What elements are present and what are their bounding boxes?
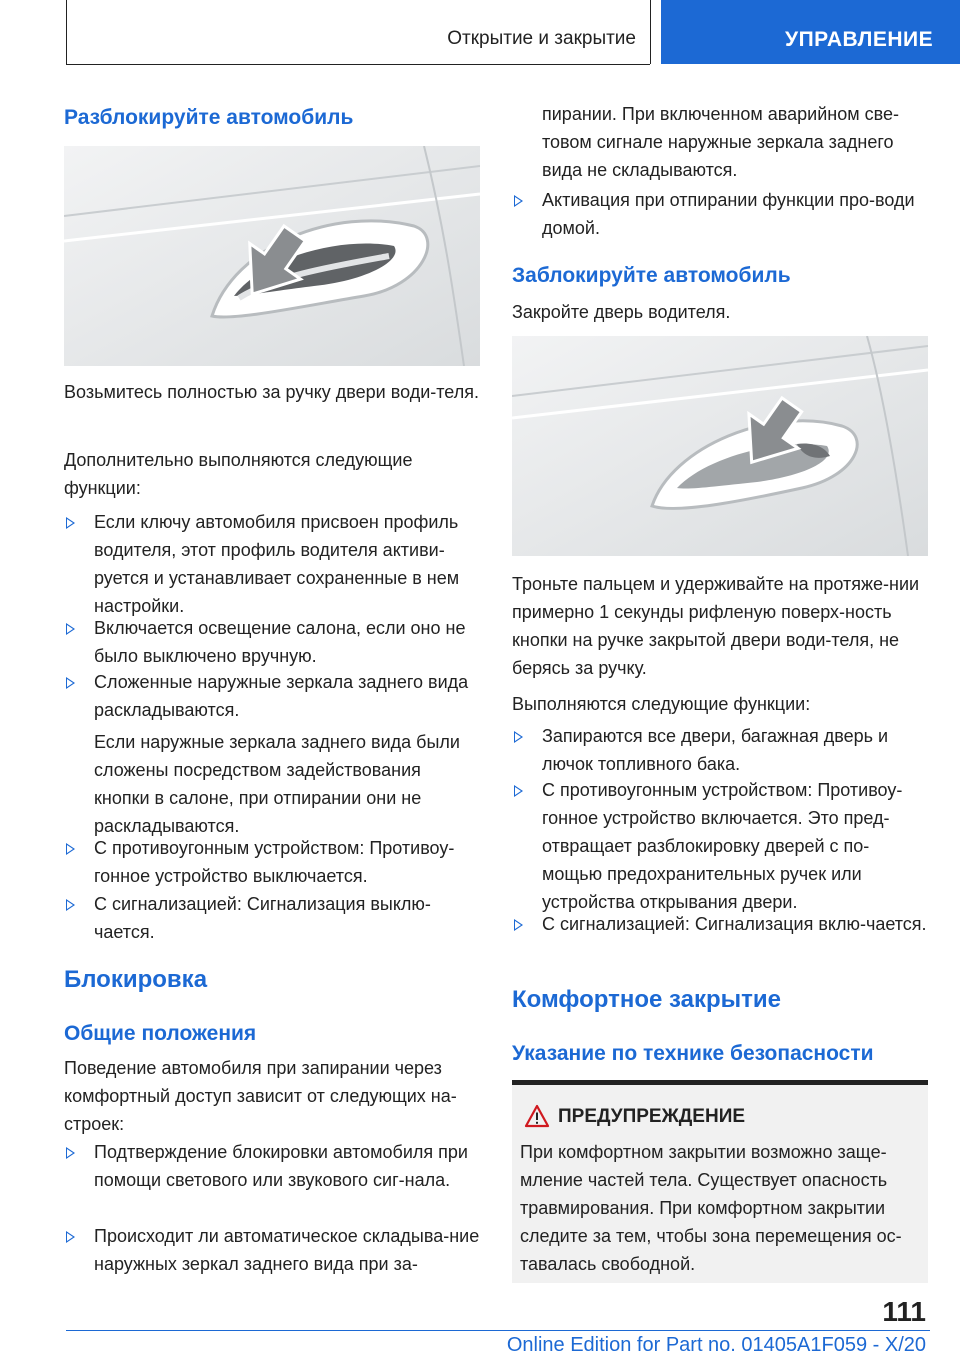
page-number: 111 xyxy=(882,1296,926,1327)
header-section-title: Открытие и закрытие xyxy=(447,28,636,49)
bullet-text: Подтверждение блокировки автомобиля при помощи светового или звукового сиг-нала. xyxy=(94,1142,468,1190)
bullet-arrow-icon xyxy=(66,517,75,529)
bullet-text: С противоугонным устройством: Противоу-гонное устройство выключается. xyxy=(94,838,455,886)
general-bullet-1 xyxy=(64,1138,480,1194)
general-heading: Общие положения xyxy=(64,1022,257,1045)
bullet-text: Происходит ли автоматическое складыва-ние наружных зеркал заднего вида при за- xyxy=(94,1226,480,1274)
bullet-text: С противоугонным устройством: Противоу-гонное устройство включается. Это пред-отвращает разблокировку дверей с по-мощью предохранительных ручек или устройства открывания двери. xyxy=(542,780,903,912)
warning-title: ПРЕДУПРЕЖДЕНИЕ xyxy=(558,1106,746,1127)
door-handle-unlock-image xyxy=(64,146,480,366)
bullet-arrow-icon xyxy=(514,919,523,931)
bullet-arrow-icon xyxy=(66,1147,75,1159)
bullet-arrow-icon xyxy=(66,1231,75,1243)
header-underline xyxy=(66,64,650,65)
bullet-text: Включается освещение салона, если оно не было выключено вручную. xyxy=(94,618,466,666)
header-right-rule xyxy=(650,0,651,64)
lock-car-paragraph-3: Выполняются следующие функции: xyxy=(512,694,811,714)
bullet-text: Активация при отпирании функции про-води домой. xyxy=(542,190,915,238)
bullet-text: Сложенные наружные зеркала заднего вида раскладываются. xyxy=(94,672,469,720)
lock-heading: Блокировка xyxy=(64,966,208,993)
unlock-bullet-3-note: Если наружные зеркала заднего вида были сложены посредством задействования кнопки в салоне, при отпирании они не раскладываются. xyxy=(94,732,460,836)
bullet-text: С сигнализацией: Сигнализация выклю-чается. xyxy=(94,894,431,942)
unlock-paragraph-1: Возьмитесь полностью за ручку двери води-теля. xyxy=(64,382,479,402)
bullet-text: Если ключу автомобиля присвоен профиль водителя, этот профиль водителя активи-руется и устанавливает сохраненные в нем настройки. xyxy=(94,512,460,616)
door-handle-lock-image xyxy=(512,336,928,556)
continued-bullet-text: пирании. При включенном аварийном све-товом сигнале наружные зеркала заднего вида не складываются. xyxy=(542,104,899,180)
lock-car-bullet-3 xyxy=(512,910,928,938)
general-paragraph: Поведение автомобиля при запирании через комфортный доступ зависит от следующих на-строек: xyxy=(64,1058,457,1134)
lock-car-heading: Заблокируйте автомобиль xyxy=(512,264,791,287)
unlock-paragraph-2: Дополнительно выполняются следующие функции: xyxy=(64,450,413,498)
safety-heading: Указание по технике безопасности xyxy=(512,1042,874,1065)
lock-car-paragraph-2: Троньте пальцем и удерживайте на протяже-нии примерно 1 секунды рифленую поверх-ность кнопки на ручке закрытой двери води-теля, не берясь за ручку. xyxy=(512,574,920,678)
footer-edition: Online Edition for Part no. 01405A1F059 - X/20 xyxy=(506,1334,926,1356)
door-handle-illustration xyxy=(512,336,928,556)
bullet-arrow-icon xyxy=(66,677,75,689)
footer-rule xyxy=(66,1330,930,1331)
warning-text: При комфортном закрытии возможно защe-мление частей тела. Существует опасность травмирования. При комфортном закрытии следите за тем, чтобы зона перемещения ос-тавалась свободной. xyxy=(520,1142,902,1274)
lock-car-paragraph-1: Закройте дверь водителя. xyxy=(512,302,731,322)
door-handle-illustration xyxy=(64,146,480,366)
unlock-bullet-1 xyxy=(64,508,480,620)
bullet-text: Запираются все двери, багажная дверь и лючок топливного бака. xyxy=(542,726,889,774)
comfort-close-heading: Комфортное закрытие xyxy=(512,986,782,1013)
general-bullet-2 xyxy=(64,1222,480,1278)
bullet-arrow-icon xyxy=(514,195,523,207)
header-chapter-tab: УПРАВЛЕНИЕ xyxy=(661,0,960,64)
unlock-bullet-3 xyxy=(64,668,480,724)
unlock-bullet-4 xyxy=(64,834,480,890)
bullet-text: С сигнализацией: Сигнализация вклю-чается. xyxy=(542,914,927,934)
lock-car-bullet-2 xyxy=(512,776,928,916)
unlock-heading: Разблокируйте автомобиль xyxy=(64,106,354,129)
bullet-arrow-icon xyxy=(66,843,75,855)
bullet-arrow-icon xyxy=(66,899,75,911)
lock-car-bullet-1 xyxy=(512,722,928,778)
warning-triangle-icon xyxy=(524,1104,550,1128)
unlock-bullet-5 xyxy=(64,890,480,946)
continued-bullet xyxy=(512,186,928,242)
bullet-arrow-icon xyxy=(514,731,523,743)
bullet-arrow-icon xyxy=(514,785,523,797)
unlock-bullet-2 xyxy=(64,614,480,670)
bullet-arrow-icon xyxy=(66,623,75,635)
